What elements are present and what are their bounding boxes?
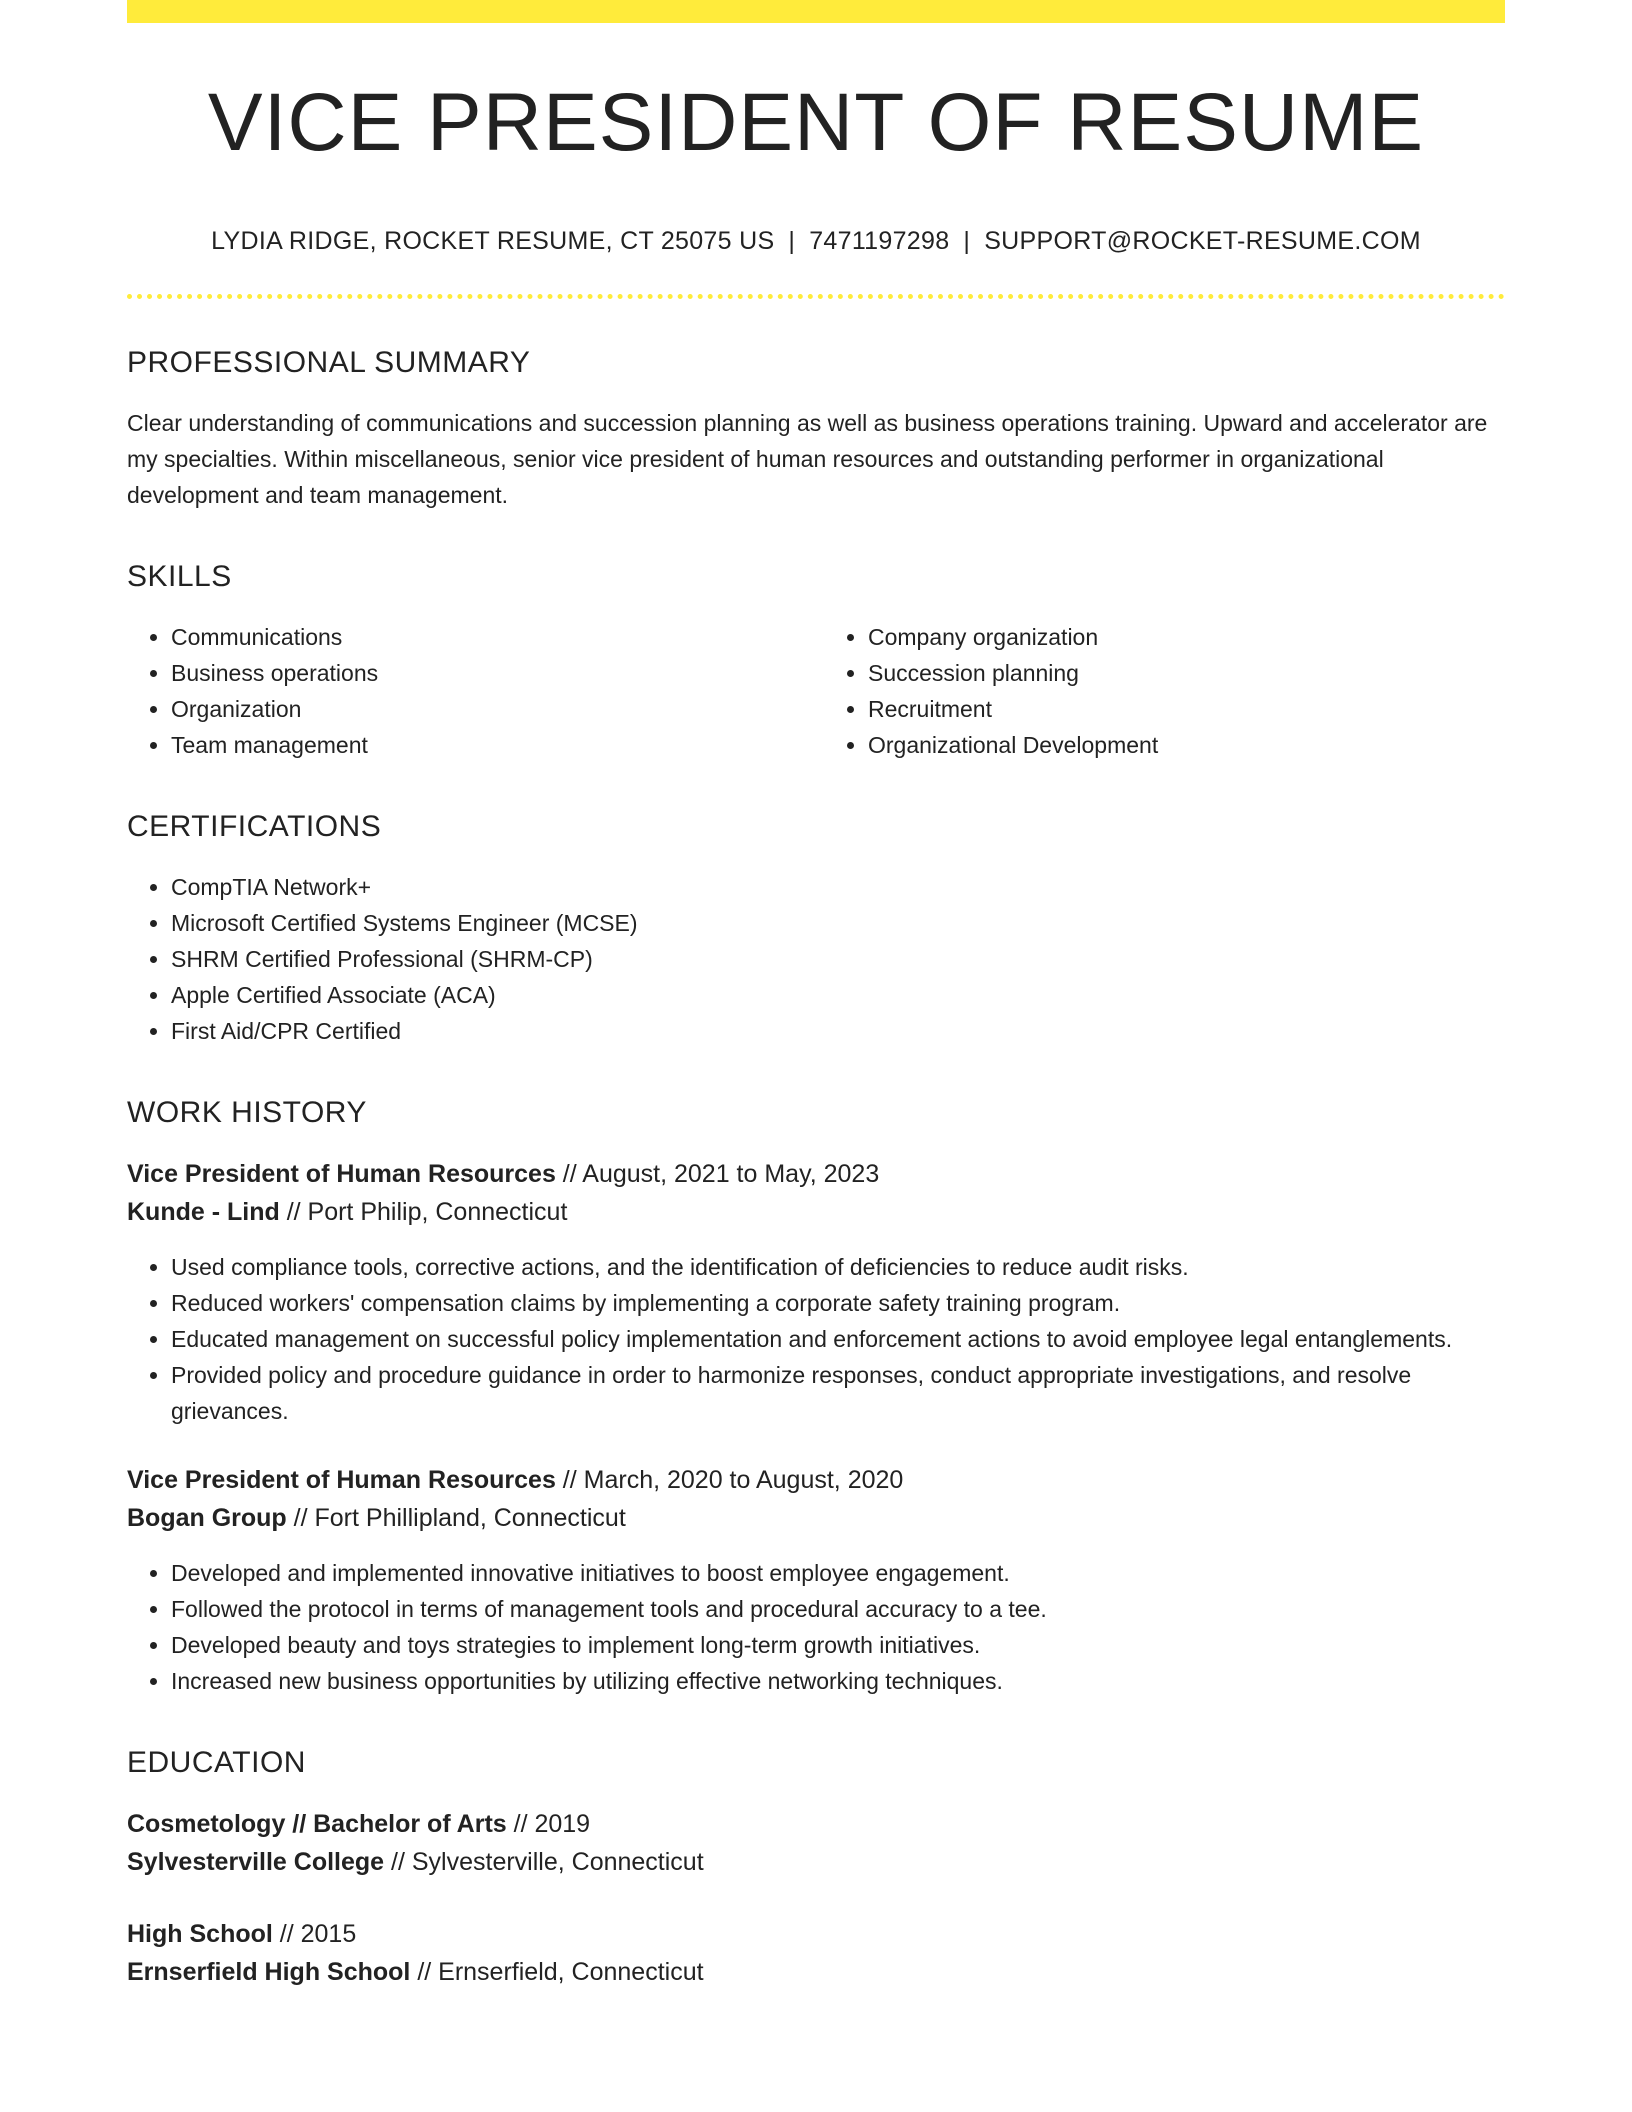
contact-phone: 7471197298 (809, 227, 950, 256)
skills-heading: SKILLS (127, 560, 232, 594)
job-bullet: • Increased new business opportunities by utilizing effective networking techniques. (171, 1663, 1505, 1699)
education-degree: High School (127, 1920, 273, 1949)
education-school-line (127, 1953, 1505, 1991)
skill-item: • Succession planning (868, 655, 1505, 691)
job-bullets (127, 1249, 1505, 1429)
contact-line (127, 226, 1505, 256)
work-history-heading: WORK HISTORY (127, 1096, 367, 1130)
top-accent-bar (127, 0, 1505, 23)
certifications-list (127, 869, 1505, 1049)
job-entry (127, 1155, 1505, 1429)
job-company-line (127, 1499, 1505, 1537)
skill-item: • Team management (171, 727, 816, 763)
certification-item: • CompTIA Network+ (171, 869, 1505, 905)
skill-item: • Business operations (171, 655, 816, 691)
job-bullet: • Developed beauty and toys strategies to implement long-term growth initiatives. (171, 1627, 1505, 1663)
contact-separator: | (963, 227, 971, 256)
skill-item: • Organization (171, 691, 816, 727)
certification-item: • Microsoft Certified Systems Engineer (MCSE) (171, 905, 1505, 941)
job-bullet: • Developed and implemented innovative initiatives to boost employee engagement. (171, 1555, 1505, 1591)
summary-text: Clear understanding of communications and succession planning as well as business operations training. Upward and accelerator are my specialties. Within miscellaneous, senior vice president of human resources and outstanding performer in organizational development and team management. (127, 410, 1488, 509)
certification-item: • Apple Certified Associate (ACA) (171, 977, 1505, 1013)
contact-address: LYDIA RIDGE, ROCKET RESUME, CT 25075 US (211, 227, 775, 256)
job-title-line (127, 1461, 1505, 1499)
job-bullet: • Reduced workers' compensation claims by implementing a corporate safety training program. (171, 1285, 1505, 1321)
education-degree-line (127, 1805, 1505, 1843)
education-entry (127, 1805, 1505, 1881)
job-location: // Port Philip, Connecticut (279, 1198, 568, 1227)
job-bullets (127, 1555, 1505, 1699)
job-dates: // August, 2021 to May, 2023 (555, 1160, 880, 1189)
job-location: // Fort Phillipland, Connecticut (286, 1504, 626, 1533)
skills-list-right (816, 619, 1505, 763)
job-dates: // March, 2020 to August, 2020 (555, 1466, 904, 1495)
education-degree-line (127, 1915, 1505, 1953)
dotted-divider (127, 294, 1505, 299)
resume-page (127, 0, 1505, 1991)
skills-grid (127, 619, 1505, 763)
summary-heading: PROFESSIONAL SUMMARY (127, 346, 531, 380)
job-company-line (127, 1193, 1505, 1231)
job-bullet: • Educated management on successful policy implementation and enforcement actions to avoid employee legal entanglements. (171, 1321, 1505, 1357)
contact-email: SUPPORT@ROCKET-RESUME.COM (984, 227, 1421, 256)
certifications-heading: CERTIFICATIONS (127, 810, 382, 844)
skill-item: • Communications (171, 619, 816, 655)
job-bullet: • Followed the protocol in terms of management tools and procedural accuracy to a tee. (171, 1591, 1505, 1627)
job-title-line (127, 1155, 1505, 1193)
education-location: // Sylvesterville, Connecticut (384, 1848, 704, 1877)
job-bullet: • Provided policy and procedure guidance in order to harmonize responses, conduct appropriate investigations, and resolve grievances. (171, 1357, 1505, 1429)
certification-item: • SHRM Certified Professional (SHRM-CP) (171, 941, 1505, 977)
skills-list-left (127, 619, 816, 763)
resume-title: VICE PRESIDENT OF RESUME (207, 77, 1425, 168)
education-degree: Cosmetology // Bachelor of Arts (127, 1810, 507, 1839)
education-school-line (127, 1843, 1505, 1881)
skill-item: • Organizational Development (868, 727, 1505, 763)
certification-item: • First Aid/CPR Certified (171, 1013, 1505, 1049)
job-bullet: • Used compliance tools, corrective actions, and the identification of deficiencies to reduce audit risks. (171, 1249, 1505, 1285)
education-year: // 2015 (272, 1920, 357, 1949)
job-title: Vice President of Human Resources (127, 1466, 556, 1495)
education-entry (127, 1915, 1505, 1991)
education-school: Ernserfield High School (127, 1958, 411, 1987)
skill-item: • Recruitment (868, 691, 1505, 727)
education-heading: EDUCATION (127, 1746, 306, 1780)
education-school: Sylvesterville College (127, 1848, 385, 1877)
skill-item: • Company organization (868, 619, 1505, 655)
job-company: Kunde - Lind (127, 1198, 280, 1227)
contact-separator: | (788, 227, 796, 256)
education-year: // 2019 (506, 1810, 591, 1839)
job-entry (127, 1461, 1505, 1699)
job-title: Vice President of Human Resources (127, 1160, 556, 1189)
job-company: Bogan Group (127, 1504, 287, 1533)
education-location: // Ernserfield, Connecticut (410, 1958, 704, 1987)
